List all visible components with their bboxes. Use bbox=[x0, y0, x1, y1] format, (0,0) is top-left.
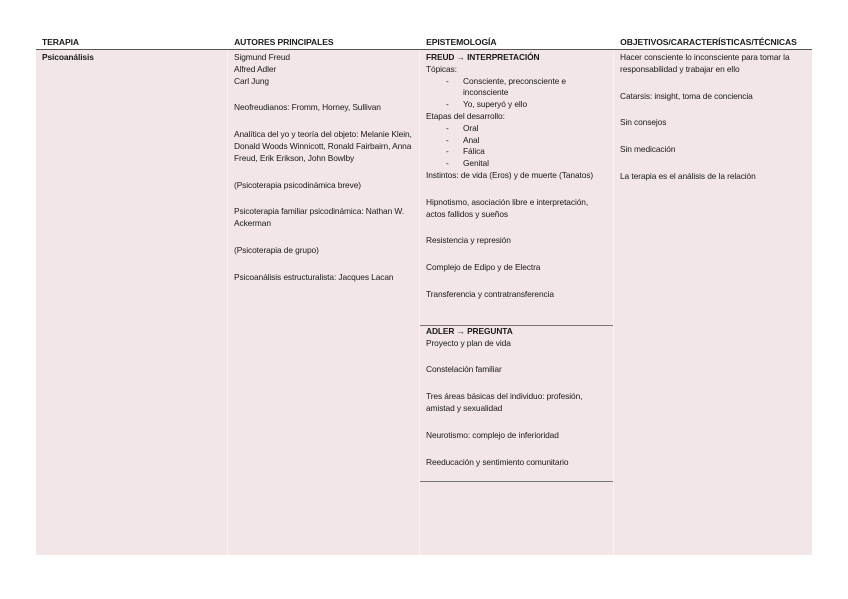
etapas-label: Etapas del desarrollo: bbox=[426, 110, 505, 121]
list-item: - Yo, superyó y ello bbox=[426, 99, 609, 111]
author-adler: Alfred Adler bbox=[234, 63, 277, 74]
resistencia-text: Resistencia y represión bbox=[426, 235, 511, 246]
objetivo-item: Hacer consciente lo inconsciente para tomar la responsabilidad y trabajar en ello bbox=[620, 52, 790, 74]
topicas-label: Tópicas: bbox=[426, 63, 457, 74]
list-item: - Oral bbox=[426, 123, 609, 135]
etapas-list bbox=[426, 123, 609, 170]
therapy-table bbox=[36, 35, 812, 555]
therapy-name: Psicoanálisis bbox=[42, 52, 94, 62]
terapia-cell bbox=[36, 50, 228, 555]
freud-title: FREUD → INTERPRETACIÓN bbox=[426, 52, 540, 62]
breve-text: (Psicoterapia psicodinámica breve) bbox=[234, 179, 361, 190]
list-item: - Anal bbox=[426, 135, 609, 147]
header-terapia: TERAPIA bbox=[42, 37, 80, 47]
table-header-row bbox=[36, 35, 812, 50]
list-item: - Fálica bbox=[426, 146, 609, 158]
constelacion-text: Constelación familiar bbox=[426, 364, 502, 375]
instintos-text: Instintos: de vida (Eros) y de muerte (Tanatos) bbox=[426, 169, 594, 180]
header-autores: AUTORES PRINCIPALES bbox=[234, 37, 334, 47]
tres-areas-text: Tres áreas básicas del individuo: profesión, amistad y sexualidad bbox=[426, 391, 583, 413]
epistemologia-cell bbox=[420, 50, 614, 555]
neurotismo-text: Neurotismo: complejo de inferioridad bbox=[426, 429, 559, 440]
header-objetivos: OBJETIVOS/CARACTERÍSTICAS/TÉCNICAS bbox=[620, 37, 797, 47]
edipo-text: Complejo de Edipo y de Electra bbox=[426, 262, 541, 273]
autores-cell bbox=[228, 50, 420, 555]
analitica-text: Analítica del yo y teoría del objeto: Melanie Klein, Donald Woods Winnicott, Ronald Fairbairn, Anna Freud, Erik Erikson, John Bowlby bbox=[234, 129, 412, 163]
proyecto-text: Proyecto y plan de vida bbox=[426, 337, 511, 348]
neofreudianos-text: Neofreudianos: Fromm, Horney, Sullivan bbox=[234, 102, 381, 113]
objetivo-item: Catarsis: insight, toma de conciencia bbox=[620, 90, 753, 101]
objetivo-item: Sin consejos bbox=[620, 117, 667, 128]
topicas-list bbox=[426, 76, 609, 111]
list-item: - Genital bbox=[426, 158, 609, 170]
objetivos-cell bbox=[614, 50, 812, 555]
hipnotismo-text: Hipnotismo, asociación libre e interpretación, actos fallidos y sueños bbox=[426, 196, 589, 219]
transferencia-text: Transferencia y contratransferencia bbox=[426, 288, 554, 299]
section-divider-bottom bbox=[420, 481, 613, 482]
objetivo-item: Sin medicación bbox=[620, 144, 676, 155]
list-item: - Consciente, preconsciente e inconsciente bbox=[426, 76, 609, 100]
reeducacion-text: Reeducación y sentimiento comunitario bbox=[426, 456, 569, 467]
author-jung: Carl Jung bbox=[234, 75, 269, 86]
lacan-text: Psicoanálisis estructuralista: Jacques Lacan bbox=[234, 271, 394, 282]
grupo-text: (Psicoterapia de grupo) bbox=[234, 244, 319, 255]
founders-list bbox=[234, 52, 415, 87]
familiar-text: Psicoterapia familiar psicodinámica: Nathan W. Ackerman bbox=[234, 206, 404, 229]
table-row bbox=[36, 50, 812, 555]
author-freud: Sigmund Freud bbox=[234, 52, 290, 62]
header-epistemologia: EPISTEMOLOGÍA bbox=[426, 37, 497, 47]
objetivo-item: La terapia es el análisis de la relación bbox=[620, 170, 756, 181]
adler-title: ADLER → PREGUNTA bbox=[426, 325, 513, 336]
